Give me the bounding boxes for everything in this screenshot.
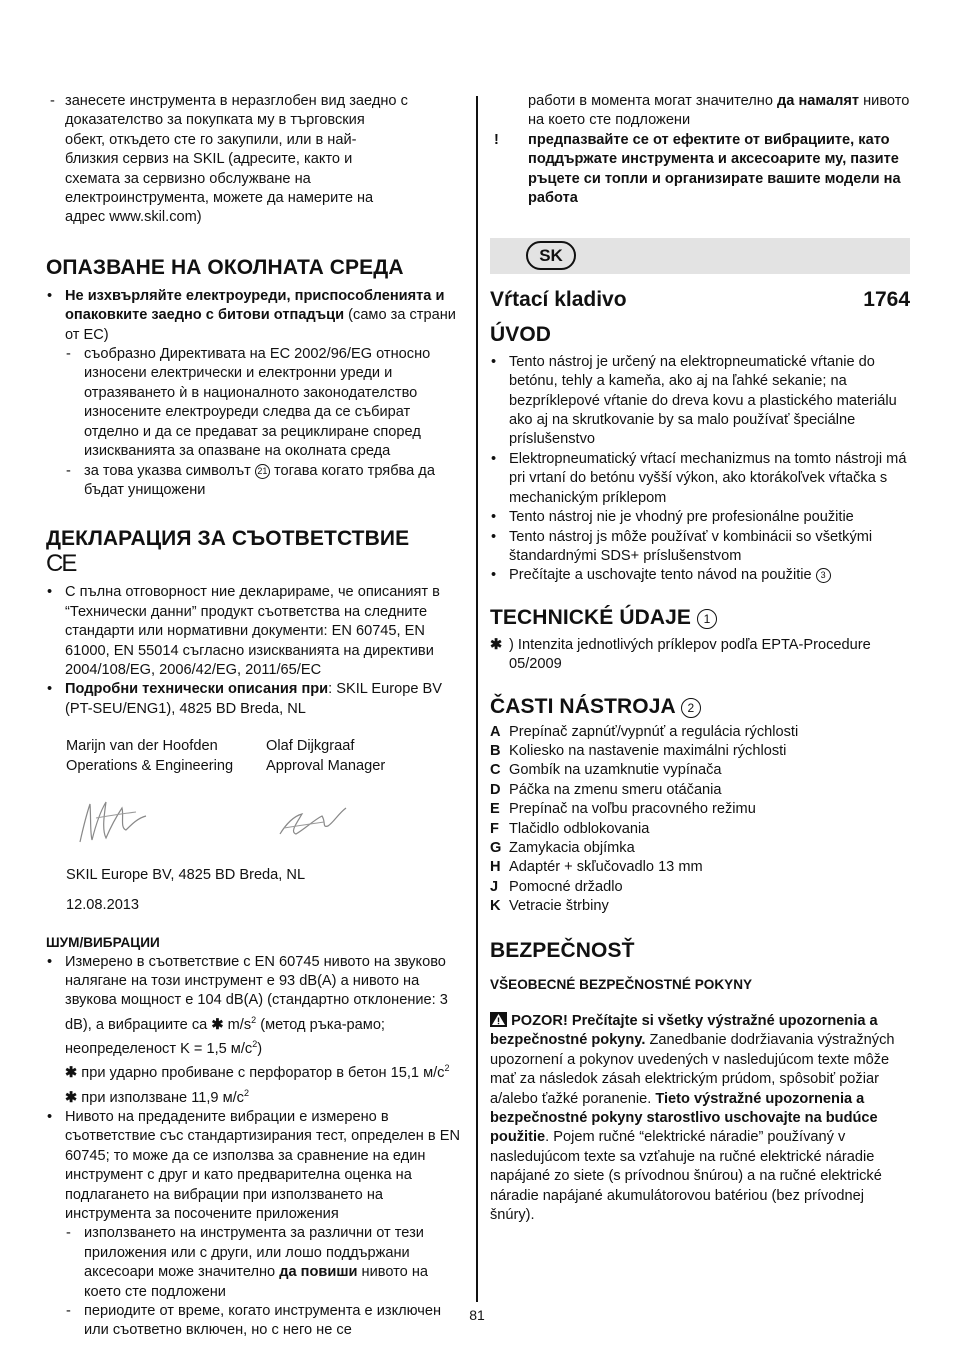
part-key: F bbox=[490, 820, 499, 837]
tech-heading-text: TECHNICKÉ ÚDAJE bbox=[490, 605, 692, 629]
noise-text: Измерено в съответствие с EN 60745 нивото на звуково налягане на този инструмент е 93 dB(A) а нивото на звукова мощност е 104 dB(A) (стандартно отклонение: 3 dB), а вибрациите са bbox=[65, 953, 448, 1033]
safety-heading: BEZPEČNOSŤ bbox=[490, 938, 635, 962]
part-text: Prepínač zapnúť/vypnúť a regulácia rýchlosti bbox=[509, 723, 799, 740]
product-model: 1764 bbox=[863, 288, 910, 312]
noise-sub1-bold: да повиши bbox=[279, 1264, 358, 1281]
env-sub-2 bbox=[46, 462, 466, 501]
part-item bbox=[490, 839, 910, 858]
noise-line2: при ударно пробиване с перфоратор в бетон 15,1 м/с bbox=[81, 1065, 445, 1082]
signatory-role: Approval Manager bbox=[266, 757, 386, 774]
asterisk-icon: ✱ bbox=[211, 1016, 224, 1033]
continued-text bbox=[490, 92, 910, 131]
noise-sub-1 bbox=[46, 1224, 466, 1302]
part-item bbox=[490, 723, 910, 742]
page-number: 81 bbox=[469, 1307, 485, 1323]
part-text: Pomocné držadlo bbox=[509, 878, 623, 895]
decl-bullet2-bold: Подробни технически описания при bbox=[65, 681, 329, 698]
parts-list bbox=[490, 723, 910, 917]
part-key: A bbox=[490, 723, 501, 740]
noise-bullet-2: • Нивото на предадените вибрации е измерено в съответствие със стандартизирания тест, определен в EN 60745; то може да се използва за сравнение на един инструмент с друг и като предварителна оценка на подлагането на вибрации при използването на инструмента за посочените приложения bbox=[46, 1108, 466, 1224]
uvod-item bbox=[490, 566, 910, 585]
part-item bbox=[490, 761, 910, 780]
safety-text: . Pojem ručné “elektrické náradie” používaný v nasledujúcom texte sa vzťahuje na ručné elektrické náradie napájané zo siete (s prívodnou šnúrou) a na ručné elektrické náradie napájané akumulátorovou batériou (bez prívodnej šnúry). bbox=[490, 1129, 882, 1224]
vibration-warning: ! предпазвайте се от ефектите от вибрациите, като поддържате инструмента и аксесоарите му, пазите ръцете си топли и организирате вашите модели на работа bbox=[490, 131, 910, 209]
env-sub2-text: за това указва символът bbox=[84, 462, 251, 479]
env-bullet bbox=[46, 287, 466, 345]
part-key: E bbox=[490, 801, 500, 818]
warning-triangle-icon bbox=[490, 1012, 507, 1027]
noise-heading: ШУМ/ВИБРАЦИИ bbox=[46, 935, 160, 951]
asterisk-icon: ✱ bbox=[65, 1089, 78, 1106]
part-text: Vetracie štrbiny bbox=[509, 898, 609, 915]
signatory-name: Marijn van der Hoofden bbox=[66, 738, 218, 755]
intro-dash-item bbox=[46, 92, 466, 228]
parts-heading-text: ČASTI NÁSTROJA bbox=[490, 694, 675, 718]
part-text: Koliesko na nastavenie maximálni rýchlosti bbox=[509, 742, 787, 759]
uvod-last-text: Prečítajte a uschovajte tento návod na použitie bbox=[509, 567, 812, 584]
part-text: Zamykacia objímka bbox=[509, 839, 635, 856]
signatory-name: Olaf Dijkgraaf bbox=[266, 738, 355, 755]
intro-line: обект, откъдето сте го закупили, или в най- bbox=[65, 131, 357, 148]
intro-line: близкия сервиз на SKIL (адресите, както и bbox=[65, 151, 353, 168]
noise-unit: m/s bbox=[227, 1016, 252, 1033]
intro-line: занесете инструмента в неразглобен вид заедно с bbox=[65, 93, 408, 109]
uvod-heading: ÚVOD bbox=[490, 322, 552, 346]
language-bar bbox=[490, 238, 910, 274]
part-key: K bbox=[490, 898, 501, 915]
env-heading: ОПАЗВАНЕ НА ОКОЛНАТА СРЕДА bbox=[46, 255, 404, 279]
decl-bullet-1: • С пълна отговорност ние декларираме, че описаният в “Технически данни” продукт съответства на следните стандарти или нормативни документи: EN 60745, EN 61000, EN 55014 съгласно изискванията на директиви 2004/108/EG, 2006/42/EG, 2011/65/EC bbox=[46, 583, 466, 680]
intro-line: доказателство за покупката му в търговския bbox=[65, 112, 365, 129]
cont-bold: да намалят bbox=[777, 93, 860, 109]
figure-number-badge: 2 bbox=[681, 698, 701, 718]
part-text: Gombík na uzamknutie vypínača bbox=[509, 762, 722, 779]
part-key: J bbox=[490, 878, 499, 895]
noise-tail: (метод ръка-рамо; неопределеност K = 1,5 м/с bbox=[65, 1016, 385, 1057]
signatory-2 bbox=[266, 737, 466, 858]
ce-mark-icon: CE bbox=[46, 550, 76, 578]
tech-note bbox=[490, 636, 910, 675]
asterisk-icon: ✱ bbox=[65, 1065, 78, 1082]
uvod-item: • Elektropneumatický vŕtací mechanizmus na tomto nástroji má pri vrtaní do betónu vyšší výkon, ako ktorákoľvek vŕtačka s mechanickým príklepom bbox=[490, 450, 910, 508]
noise-sub-2: - периодите от време, когато инструмента е изключен или съответно включен, но с него не се bbox=[46, 1302, 466, 1341]
part-text: Adaptér + skľučovadlo 13 mm bbox=[509, 859, 703, 876]
part-item bbox=[490, 742, 910, 761]
safety-text: Zanedbanie dodržiavania výstražných upozornení a pokynov uvedených v nasledujúcom texte môže mať za následok zásah elektrickým prúdom, spôsobiť požiar a/alebo ťažké poranenie. bbox=[490, 1032, 895, 1107]
decl-heading-text: ДЕКЛАРАЦИЯ ЗА СЪОТВЕТСТВИЕ bbox=[46, 527, 410, 551]
product-title bbox=[490, 288, 910, 312]
safety-bold: Tieto výstražné upozornenia a bezpečnostné pokyny starostlivo uschovajte na budúce použitie bbox=[490, 1090, 878, 1146]
left-column bbox=[46, 92, 466, 1341]
symbol-number-badge: 21 bbox=[255, 464, 270, 479]
part-text: Prepínač na voľbu pracovného režimu bbox=[509, 801, 756, 818]
safety-subheading: VŠEOBECNÉ BEZPEČNOSTNÉ POKYNY bbox=[490, 976, 753, 992]
signatory-1 bbox=[66, 737, 266, 858]
part-item bbox=[490, 800, 910, 819]
part-key: G bbox=[490, 839, 502, 856]
parts-heading bbox=[490, 694, 910, 719]
part-item bbox=[490, 858, 910, 877]
right-column bbox=[490, 92, 910, 1225]
part-key: H bbox=[490, 859, 501, 876]
part-text: Tlačidlo odblokovania bbox=[509, 820, 650, 837]
safety-paragraph bbox=[490, 1012, 910, 1225]
part-key: B bbox=[490, 742, 501, 759]
part-text: Páčka na zmenu smeru otáčania bbox=[509, 781, 722, 798]
cont-text: нивото на което сте подложени bbox=[528, 93, 910, 129]
env-sub-1: - съобразно Директивата на ЕС 2002/96/EG относно износени електрически и електронни уреди и отразяването ѝ в националното законодателство износените електроуреди следва да се събират отделно и да се предават за рециклиране според изискванията за опазване на околната среда bbox=[46, 345, 466, 461]
cont-text: работи в момента могат значително bbox=[528, 93, 773, 109]
uvod-item: • Tento nástroj js môže používať v kombinácii so všetkými štandardnými SDS+ príslušenstvom bbox=[490, 528, 910, 567]
intro-line: електроинструмента, можете да намерите на bbox=[65, 190, 374, 207]
noise-bullet-1: • Измерено в съответствие с EN 60745 нивото на звуково налягане на този инструмент е 93 dB(A) а нивото на звукова мощност е 104 dB(A) (стандартно отклонение: 3 dB), а вибрациите са ✱ $m/s^2$ (метод ръка-рамо; неопределеност K = 1,5 $м/с^2$) ✱ при ударно пробиване с перфоратор в бетон 15,1 $м/с^2$ ✱ при използване 11,9 $м/с^2$ bbox=[46, 953, 466, 1108]
noise-sub1-text: използването на инструмента за различни от тези приложения или с други, или лошо поддържани аксесоари може значително bbox=[84, 1225, 424, 1281]
safety-bold: POZOR! Prečítajte si všetky výstražné upozornenia a bezpečnostné pokyny. bbox=[490, 1013, 878, 1049]
language-badge: SK bbox=[526, 241, 576, 270]
tech-note-text: ) Intenzita jednotlivých príklepov podľa EPTA-Procedure 05/2009 bbox=[509, 636, 871, 673]
decl-bullet-2 bbox=[46, 680, 466, 719]
part-item bbox=[490, 897, 910, 916]
tech-heading bbox=[490, 605, 910, 630]
part-key: C bbox=[490, 762, 501, 779]
asterisk-icon: ✱ bbox=[490, 636, 503, 653]
declaration-date: 12.08.2013 bbox=[66, 896, 140, 913]
decl-bullet2-rest: : SKIL Europe BV (PT-SEU/ENG1), 4825 BD Breda, NL bbox=[65, 681, 442, 717]
env-bullet-bold: Не изхвърляйте електроуреди, приспособленията и опаковките заедно с битови отпадъци bbox=[65, 287, 445, 324]
uvod-item: • Tento nástroj je určený na elektropneumatické vŕtanie do betónu, tehly a kameňa, ako aj na ľahké sekanie; na bezpríklepové vŕtanie do dreva kovu a plastického materiálu ako aj na skrutkovanie by sa malo používať špeciálne príslušenstvo bbox=[490, 353, 910, 450]
intro-line: адрес www.skil.com) bbox=[65, 209, 202, 226]
intro-line: схемата за сервизно обслужване на bbox=[65, 170, 311, 187]
part-item bbox=[490, 781, 910, 800]
part-item bbox=[490, 820, 910, 839]
noise-line3: при използване 11,9 м/с bbox=[81, 1089, 244, 1106]
signatory-role: Operations & Engineering bbox=[66, 757, 234, 774]
part-key: D bbox=[490, 781, 501, 798]
figure-number-badge: 3 bbox=[816, 568, 831, 583]
env-sub2-text: тогава когато трябва да бъдат унищожени bbox=[84, 462, 435, 498]
signatures bbox=[66, 737, 466, 858]
signature-image-1 bbox=[66, 794, 156, 852]
column-divider bbox=[476, 96, 478, 1302]
figure-number-badge: 1 bbox=[697, 609, 717, 629]
noise-sub1-text: нивото на което сте подложени bbox=[84, 1264, 429, 1300]
signature-image-2 bbox=[266, 794, 356, 852]
product-name: Vŕtací kladivo bbox=[490, 288, 627, 312]
env-bullet-rest: (само за страни от ЕС) bbox=[65, 307, 456, 343]
uvod-item: • Tento nástroj nie je vhodný pre profesionálne použitie bbox=[490, 508, 910, 527]
company-address: SKIL Europe BV, 4825 BD Breda, NL bbox=[66, 867, 306, 884]
part-item bbox=[490, 878, 910, 897]
decl-heading bbox=[46, 526, 466, 577]
